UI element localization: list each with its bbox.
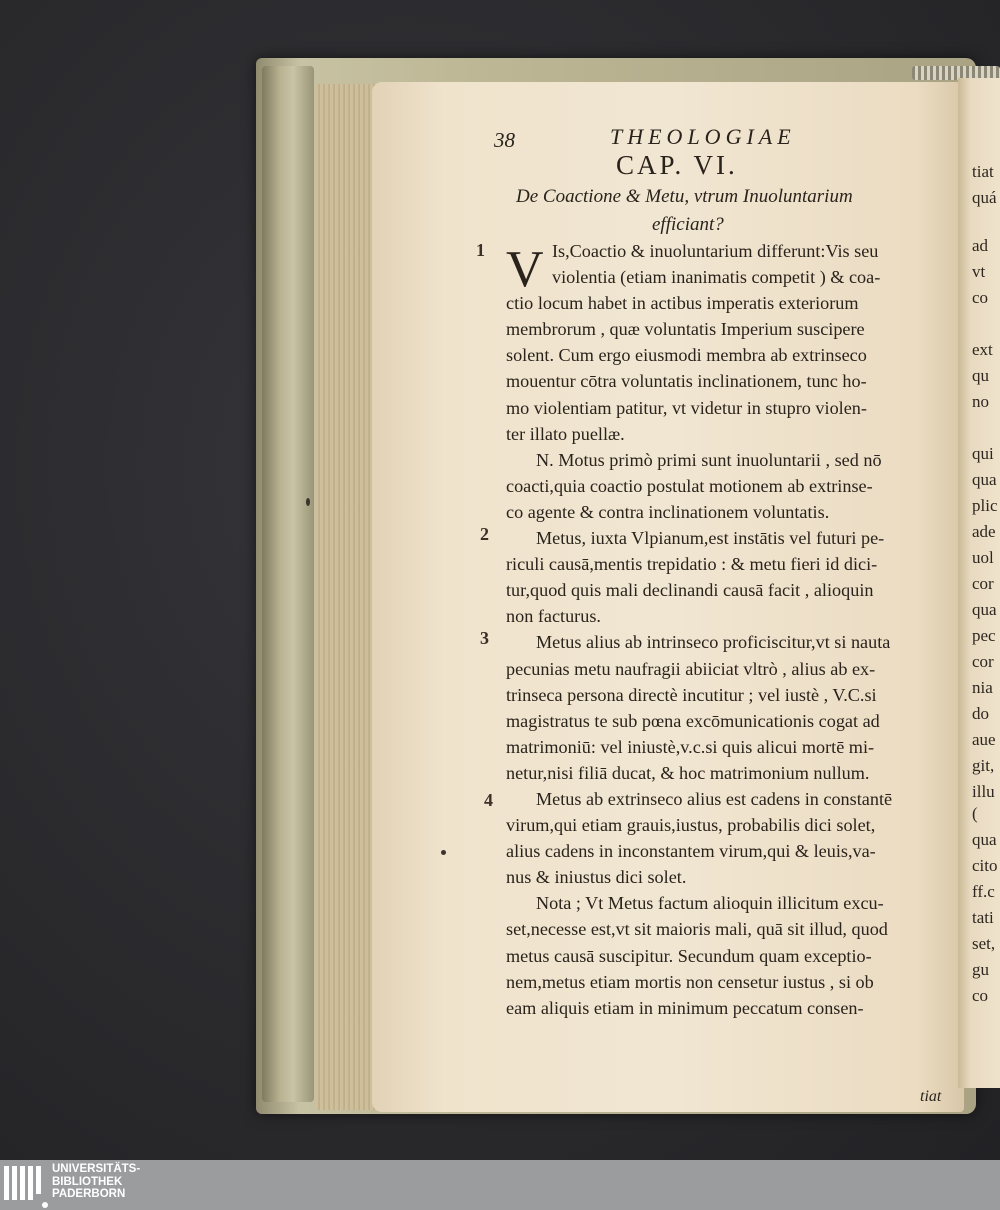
- drop-cap: V: [506, 241, 544, 298]
- facing-fragment: qu: [972, 366, 989, 385]
- facing-fragment: cor: [972, 652, 994, 671]
- facing-fragment: qua: [972, 470, 997, 489]
- facing-fragment: uol: [972, 548, 994, 567]
- facing-fragment: ad: [972, 236, 989, 255]
- facing-fragment: ff.c: [972, 882, 995, 901]
- text-line: nus & iniustus dici solet.: [506, 867, 687, 888]
- text-line: ctio locum habet in actibus imperatis exteriorum: [506, 293, 859, 314]
- facing-fragment: tiat: [972, 162, 994, 181]
- facing-fragment: co: [972, 288, 989, 307]
- facing-fragment: set,: [972, 934, 996, 953]
- facing-fragment: ext: [972, 340, 993, 359]
- text-line: Metus ab extrinseco alius est cadens in constantē: [536, 788, 893, 809]
- library-logo-icon: [4, 1166, 44, 1204]
- facing-fragment: aue: [972, 730, 996, 749]
- facing-fragment: tati: [972, 908, 994, 927]
- text-line: netur,nisi filiā ducat, & hoc matrimonium nullum.: [506, 762, 870, 783]
- margin-number-3: 3: [480, 628, 489, 648]
- text-line: Metus, iuxta Vlpianum,est instātis vel futuri pe-: [536, 528, 885, 549]
- text-line: ter illato puellæ.: [506, 423, 625, 444]
- text-line: nem,metus etiam mortis non censetur iustus , si ob: [506, 971, 874, 992]
- text-line: matrimoniū: vel iniustè,v.c.si quis alicui mortē mi-: [506, 736, 875, 757]
- facing-fragment: illu: [972, 782, 995, 801]
- chapter-title-line-1: De Coactione & Metu, vtrum Inuoluntarium: [516, 186, 853, 207]
- facing-fragment: qua: [972, 600, 997, 619]
- library-name-line-3: PADERBORN: [52, 1188, 126, 1200]
- facing-fragment: do: [972, 704, 989, 723]
- text-line: alius cadens in inconstantem virum,qui & leuis,va-: [506, 841, 876, 862]
- text-line: non facturus.: [506, 606, 601, 627]
- text-line: membrorum , quæ voluntatis Imperium suscipere: [506, 319, 865, 340]
- facing-fragment: pec: [972, 626, 996, 645]
- text-line: trinseca persona directè incutitur ; vel iustè , V.C.si: [506, 684, 877, 705]
- book-spine: [262, 66, 314, 1102]
- text-line: solent. Cum ergo eiusmodi membra ab extrinseco: [506, 345, 867, 366]
- facing-fragment: cito: [972, 856, 998, 875]
- text-line: coacti,quia coactio postulat motionem ab extrinse-: [506, 475, 873, 496]
- facing-fragment: plic: [972, 496, 998, 515]
- body-text: [506, 238, 958, 1021]
- text-line: metus causā suscipitur. Secundum quam exceptio-: [506, 945, 872, 966]
- ink-speck: [306, 498, 310, 506]
- facing-fragment: qua: [972, 830, 997, 849]
- text-line: Is,Coactio & inuoluntarium differunt:Vis seu: [552, 241, 879, 261]
- footer-bar: [0, 1160, 1000, 1210]
- library-name: [52, 1163, 140, 1201]
- margin-number-1: 1: [476, 240, 485, 260]
- chapter-heading: CAP. VI.: [616, 150, 738, 180]
- ink-speck: [441, 850, 446, 855]
- facing-fragment: git,: [972, 756, 995, 775]
- text-line: co agente & contra inclinationem voluntatis.: [506, 501, 830, 522]
- text-line: magistratus te sub pœna excōmunicationis cogat ad: [506, 710, 880, 731]
- facing-fragment: gu: [972, 960, 989, 979]
- facing-page-edge: [958, 78, 1000, 1088]
- running-title: THEOLOGIAE: [610, 124, 796, 149]
- text-line: Nota ; Vt Metus factum alioquin illicitum excu-: [536, 893, 884, 914]
- page-number: 38: [494, 128, 515, 152]
- text-line: mouentur cōtra voluntatis inclinationem, tunc ho-: [506, 371, 867, 392]
- facing-fragment: vt: [972, 262, 986, 281]
- catchword: tiat: [920, 1088, 942, 1105]
- facing-fragment: (: [972, 804, 978, 823]
- text-line: mo violentiam patitur, vt videtur in stupro violen-: [506, 397, 867, 418]
- text-line: N. Motus primò primi sunt inuoluntarii , sed nō: [536, 449, 882, 470]
- facing-fragment: no: [972, 392, 989, 411]
- facing-fragment: qui: [972, 444, 994, 463]
- text-line: violentia (etiam inanimatis competit ) & coa-: [552, 267, 881, 288]
- library-name-line-1: UNIVERSITÄTS-: [52, 1163, 141, 1175]
- text-line: eam aliquis etiam in minimum peccatum consen-: [506, 997, 864, 1018]
- text-line: virum,qui etiam grauis,iustus, probabilis dici solet,: [506, 815, 876, 836]
- facing-fragment: cor: [972, 574, 994, 593]
- chapter-title-line-2: efficiant?: [652, 214, 724, 235]
- margin-number-2: 2: [480, 524, 489, 544]
- facing-fragment: ade: [972, 522, 996, 541]
- text-line: tur,quod quis mali declinandi causā facit , alioquin: [506, 580, 874, 601]
- text-line: Metus alius ab intrinseco proficiscitur,vt si nauta: [536, 632, 891, 653]
- margin-number-4: 4: [484, 790, 493, 810]
- library-name-line-2: BIBLIOTHEK: [52, 1175, 123, 1188]
- left-page: [372, 82, 964, 1112]
- text-line: riculi causā,mentis trepidatio : & metu fieri id dici-: [506, 554, 878, 575]
- facing-fragment: nia: [972, 678, 993, 697]
- text-line: set,necesse est,vt sit maioris mali, quā sit illud, quod: [506, 919, 888, 940]
- text-line: pecunias metu naufragii abiiciat vltrò , alius ab ex-: [506, 658, 876, 679]
- facing-fragment: quá: [972, 188, 997, 207]
- facing-fragment: co: [972, 986, 989, 1005]
